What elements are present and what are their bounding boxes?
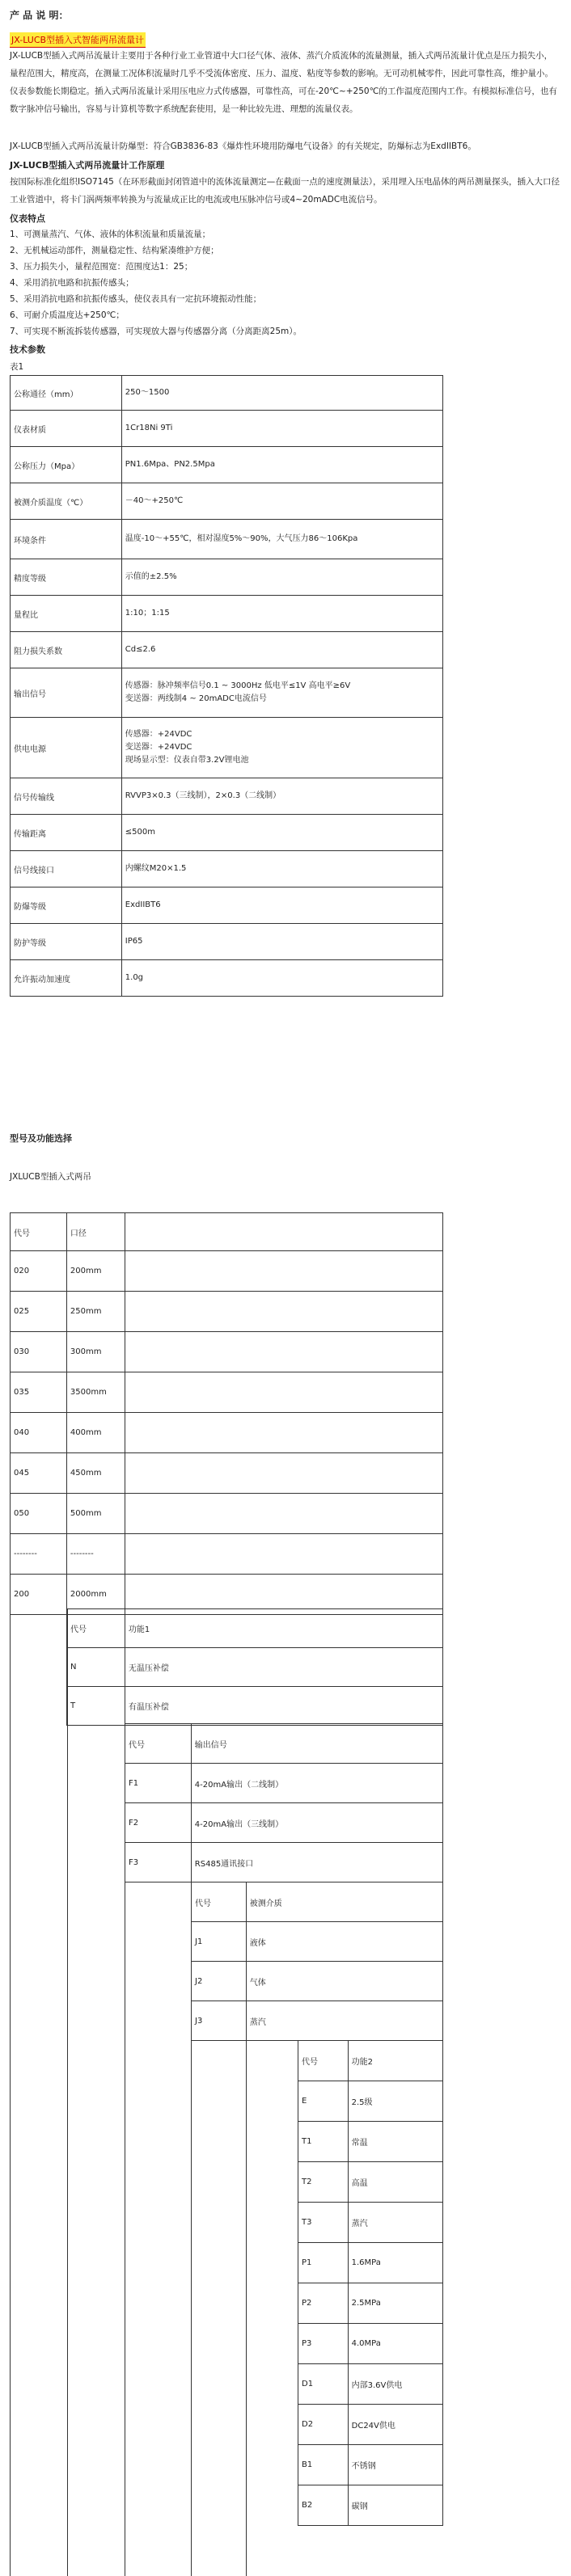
- dia-blank: [125, 1372, 442, 1413]
- dia-code: 030: [11, 1332, 67, 1372]
- table-row: [11, 718, 443, 778]
- sub-header-code: 代号: [67, 1609, 125, 1648]
- dia-header-size: 口径: [66, 1213, 125, 1251]
- spec-value-line: 传感器：脉冲频率信号0.1 ~ 3000Hz 低电平≤1V 高电平≥6V: [125, 681, 351, 690]
- table-row: [298, 2203, 443, 2243]
- dia-header-blank: [125, 1213, 442, 1251]
- spec-key: 防护等级: [11, 924, 122, 960]
- medium-column-border: [191, 2040, 247, 2576]
- spec-value-line: 现场显示型：仪表自带3.2V锂电池: [125, 756, 249, 765]
- dia-code: 035: [11, 1372, 67, 1413]
- sub-code: T1: [298, 2122, 349, 2162]
- sub-name: 4-20mA输出（二线制）: [191, 1764, 442, 1803]
- model-name: JXLUCB型插入式两吊: [10, 1172, 91, 1182]
- spec-value: [121, 778, 442, 815]
- spec-key: 信号传输线: [11, 778, 122, 815]
- sub-name: 内部3.6V供电: [348, 2364, 442, 2405]
- dia-code: 020: [11, 1251, 67, 1292]
- spec-value-line: －40～+250℃: [125, 496, 184, 505]
- dia-blank: [125, 1332, 442, 1372]
- spec-key: 信号线接口: [11, 851, 122, 887]
- spec-key: 量程比: [11, 596, 122, 632]
- dia-size: 500mm: [66, 1494, 125, 1534]
- sub-code: F2: [125, 1803, 192, 1843]
- table-row: [11, 815, 443, 851]
- feature-item: 7、可实现不断流拆装传感器，可实现放大器与传感器分离（分离距离25m）。: [10, 327, 302, 336]
- table-row: [125, 1724, 443, 1764]
- spec-key: 仪表材质: [11, 411, 122, 447]
- dia-blank: [125, 1453, 442, 1494]
- sub-code: T: [67, 1687, 125, 1726]
- spec-key: 供电电源: [11, 718, 122, 778]
- spec-key: 环境条件: [11, 520, 122, 559]
- table-row: [298, 2445, 443, 2485]
- table-row: [11, 632, 443, 668]
- table-row: [298, 2122, 443, 2162]
- table-row: [298, 2364, 443, 2405]
- sub-name: 高温: [348, 2162, 442, 2203]
- dia-code: 200: [11, 1575, 67, 1615]
- dia-size: 3500mm: [66, 1372, 125, 1413]
- spec-value: [121, 960, 442, 997]
- sub-name: 4-20mA输出（三线制）: [191, 1803, 442, 1843]
- dia-size: 400mm: [66, 1413, 125, 1453]
- spec-value: [121, 520, 442, 559]
- spec-value-line: 变送器：两线制4 ~ 20mADC电流信号: [125, 694, 267, 703]
- sub-name: 蒸汽: [246, 2001, 442, 2041]
- dia-blank: [125, 1292, 442, 1332]
- sub-name: 气体: [246, 1962, 442, 2001]
- medium-table: [191, 1882, 443, 2041]
- spec-key: 公称通径（mm）: [11, 376, 122, 411]
- feature-item: 4、采用消抗电路和抗振传感头；: [10, 278, 134, 288]
- spec-value-line: 温度-10～+55℃，相对湿度5%～90%，大气压力86～106Kpa: [125, 534, 358, 543]
- table-row: [11, 1494, 443, 1534]
- table-row: [11, 1213, 443, 1251]
- table-row: [298, 2162, 443, 2203]
- sub-name: DC24V供电: [348, 2405, 442, 2445]
- diameter-table: [10, 1212, 443, 1615]
- output-table: [125, 1723, 443, 1882]
- spec-key: 精度等级: [11, 559, 122, 596]
- feature-item: 6、可耐介质温度达+250℃；: [10, 310, 125, 320]
- table-row: [11, 520, 443, 559]
- table-row: [298, 2081, 443, 2122]
- product-title[interactable]: JX-LUCB型插入式智能两吊流量计: [10, 32, 146, 48]
- spec-value-line: 250～1500: [125, 388, 170, 397]
- dia-code: 025: [11, 1292, 67, 1332]
- out-column-border: [125, 1882, 192, 2576]
- f1-column-border: [66, 1723, 125, 2576]
- table-row: [11, 1534, 443, 1575]
- table-row: [11, 1413, 443, 1453]
- table-row: [11, 596, 443, 632]
- sub-code: D1: [298, 2364, 349, 2405]
- dia-blank: [125, 1413, 442, 1453]
- spec-value: [121, 718, 442, 778]
- table-row: [11, 1292, 443, 1332]
- table-row: [192, 1962, 443, 2001]
- spec-key: 防爆等级: [11, 887, 122, 924]
- dia-code: --------: [11, 1534, 67, 1575]
- table-row: [298, 2324, 443, 2364]
- table-row: [11, 668, 443, 718]
- function1-table: [66, 1608, 443, 1726]
- sub-code: P3: [298, 2324, 349, 2364]
- spec-key: 传输距离: [11, 815, 122, 851]
- spec-value: [121, 815, 442, 851]
- dia-code: 050: [11, 1494, 67, 1534]
- dia-code: 040: [11, 1413, 67, 1453]
- dia-size: --------: [66, 1534, 125, 1575]
- table-row: [11, 887, 443, 924]
- table-row: [298, 2041, 443, 2081]
- spec-value-line: 1Cr18Ni 9Ti: [125, 424, 173, 432]
- spec-value-line: 变送器：+24VDC: [125, 743, 192, 752]
- dia-blank: [125, 1251, 442, 1292]
- spec-value: [121, 483, 442, 520]
- sub-code: F3: [125, 1843, 192, 1882]
- spec-value: [121, 632, 442, 668]
- spec-value-line: IP65: [125, 937, 143, 946]
- table-row: [67, 1609, 443, 1648]
- table-row: [11, 851, 443, 887]
- sub-name: 4.0MPa: [348, 2324, 442, 2364]
- spec-value-line: ≤500m: [125, 828, 155, 837]
- sub-header-code: 代号: [192, 1882, 247, 1922]
- spec-value-line: 内螺纹M20×1.5: [125, 864, 187, 873]
- dia-header-code: 代号: [11, 1213, 67, 1251]
- table-row: [298, 2243, 443, 2283]
- sub-name: 无温压补偿: [125, 1648, 442, 1687]
- dia-size: 250mm: [66, 1292, 125, 1332]
- sub-code: B1: [298, 2445, 349, 2485]
- sub-code: B2: [298, 2485, 349, 2526]
- spec-value: [121, 411, 442, 447]
- spec-value-line: Cd≤2.6: [125, 645, 156, 654]
- spec-value: [121, 668, 442, 718]
- sub-name: 2.5级: [348, 2081, 442, 2122]
- spec-value-line: 1.0g: [125, 973, 144, 982]
- sub-header-name: 功能1: [125, 1609, 442, 1648]
- spec-value-line: 传感器：+24VDC: [125, 730, 192, 739]
- sub-name: 有温压补偿: [125, 1687, 442, 1726]
- spec-value: [121, 596, 442, 632]
- spec-key: 输出信号: [11, 668, 122, 718]
- table-row: [11, 447, 443, 483]
- model-title: 型号及功能选择: [10, 1133, 72, 1144]
- dia-size: 450mm: [66, 1453, 125, 1494]
- sub-code: N: [67, 1648, 125, 1687]
- intro-paragraph-1: JX-LUCB型插入式两吊流量计主要用于各种行业工业管道中大口径气体、液体、蒸汽介质流体的流量测量，插入式两吊流量计优点是压力损失小，量程范围大，精度高，在测量工况体积流量时几乎不受流体密度、压力、温度、粘度等参数的影响。无可动机械零件，因此可靠性高，维护量小。仪表参数能长期稳定。插入式两吊流量计采用压电应力式传感器，可靠性高，可在-20℃~+250℃的工作温度范围内工作。有模拟标准信号，也有数字脉冲信号输出，容易与计算机等数字系统配套使用，是一种比较先进、理想的流量仪表。: [10, 51, 557, 114]
- sub-name: RS485通讯接口: [191, 1843, 442, 1882]
- sub-name: 2.5MPa: [348, 2283, 442, 2324]
- intro-paragraph-2: JX-LUCB型插入式两吊流量计防爆型：符合GB3836-83《爆炸性环境用防爆电气设备》的有关规定，防爆标志为ExdIIBT6。: [10, 141, 476, 151]
- spec-key: 阻力损失系数: [11, 632, 122, 668]
- table-row: [11, 483, 443, 520]
- dia-blank: [125, 1534, 442, 1575]
- sub-code: D2: [298, 2405, 349, 2445]
- table-row: [125, 1764, 443, 1803]
- features-title: 仪表特点: [10, 213, 45, 224]
- table-row: [192, 1882, 443, 1922]
- table-row: [11, 924, 443, 960]
- sub-header-name: 功能2: [348, 2041, 442, 2081]
- spec-value-line: ExdIIBT6: [125, 900, 161, 909]
- spec-value: [121, 851, 442, 887]
- sub-name: 碳钢: [348, 2485, 442, 2526]
- table-row: [125, 1803, 443, 1843]
- header-label: 产 品 说 明：: [10, 10, 69, 21]
- tech-title: 技术参数: [10, 344, 45, 355]
- table-row: [67, 1648, 443, 1687]
- sub-code: T3: [298, 2203, 349, 2243]
- table-row: [298, 2405, 443, 2445]
- table-row: [11, 559, 443, 596]
- sub-header-name: 输出信号: [191, 1724, 442, 1764]
- dia-blank: [125, 1494, 442, 1534]
- principle-text: 按国际标准化组织ISO7145（在环形截面封闭管道中的流体流量测定—在截面一点的速度测量法），采用埋入压电晶体的两吊测量探头，插入大口径工业管道中，将卡门涡两频率转换为与流量成正比的电流或电压脉冲信号或4~20mADC电流信号。: [10, 177, 560, 204]
- spec-value: [121, 447, 442, 483]
- function2-table: [298, 2040, 443, 2526]
- table-row: [192, 1922, 443, 1962]
- table1-label: 表1: [10, 362, 24, 372]
- table-row: [192, 2001, 443, 2041]
- sub-code: J1: [192, 1922, 247, 1962]
- feature-item: 3、压力损失小，量程范围宽：范围度达1：25；: [10, 262, 193, 272]
- spec-key: 公称压力（Mpa）: [11, 447, 122, 483]
- sub-code: T2: [298, 2162, 349, 2203]
- sub-code: P2: [298, 2283, 349, 2324]
- sub-name: 蒸汽: [348, 2203, 442, 2243]
- dia-size: 300mm: [66, 1332, 125, 1372]
- table-row: [67, 1687, 443, 1726]
- sub-code: E: [298, 2081, 349, 2122]
- table-row: [298, 2283, 443, 2324]
- code-column-border: [10, 1608, 68, 2576]
- spec-value-line: PN1.6Mpa、PN2.5Mpa: [125, 460, 215, 469]
- sub-name: 液体: [246, 1922, 442, 1962]
- spec-key: 允许振动加速度: [11, 960, 122, 997]
- spec-value: [121, 924, 442, 960]
- feature-item: 2、无机械运动部件，测量稳定性、结构紧凑维护方便；: [10, 246, 219, 255]
- table-row: [125, 1843, 443, 1882]
- spec-value: [121, 376, 442, 411]
- table-row: [11, 411, 443, 447]
- spec-table: [10, 375, 443, 997]
- table-row: [11, 1372, 443, 1413]
- table-row: [11, 960, 443, 997]
- spec-value-line: 示值的±2.5%: [125, 572, 177, 581]
- table-row: [11, 1332, 443, 1372]
- sub-name: 不锈钢: [348, 2445, 442, 2485]
- feature-item: 1、可测量蒸汽、气体、液体的体积流量和质量流量；: [10, 230, 211, 239]
- sub-header-code: 代号: [298, 2041, 349, 2081]
- dia-size: 2000mm: [66, 1575, 125, 1615]
- sub-code: J2: [192, 1962, 247, 2001]
- sub-header-name: 被测介质: [246, 1882, 442, 1922]
- table-row: [11, 376, 443, 411]
- sub-code: P1: [298, 2243, 349, 2283]
- table-row: [11, 778, 443, 815]
- spec-key: 被测介质温度（℃）: [11, 483, 122, 520]
- sub-name: 1.6MPa: [348, 2243, 442, 2283]
- dia-code: 045: [11, 1453, 67, 1494]
- dia-size: 200mm: [66, 1251, 125, 1292]
- spec-value: [121, 887, 442, 924]
- principle-title: JX-LUCB型插入式两吊流量计工作原理: [10, 160, 165, 171]
- table-row: [298, 2485, 443, 2526]
- spec-value: [121, 559, 442, 596]
- spec-value-line: RVVP3×0.3（三线制），2×0.3（二线制）: [125, 791, 281, 800]
- feature-item: 5、采用消抗电路和抗振传感头，使仪表具有一定抗环境振动性能；: [10, 294, 262, 304]
- sub-header-code: 代号: [125, 1724, 192, 1764]
- table-row: [11, 1453, 443, 1494]
- sub-code: F1: [125, 1764, 192, 1803]
- spec-value-line: 1:10；1:15: [125, 609, 170, 618]
- sub-code: J3: [192, 2001, 247, 2041]
- sub-name: 常温: [348, 2122, 442, 2162]
- table-row: [11, 1251, 443, 1292]
